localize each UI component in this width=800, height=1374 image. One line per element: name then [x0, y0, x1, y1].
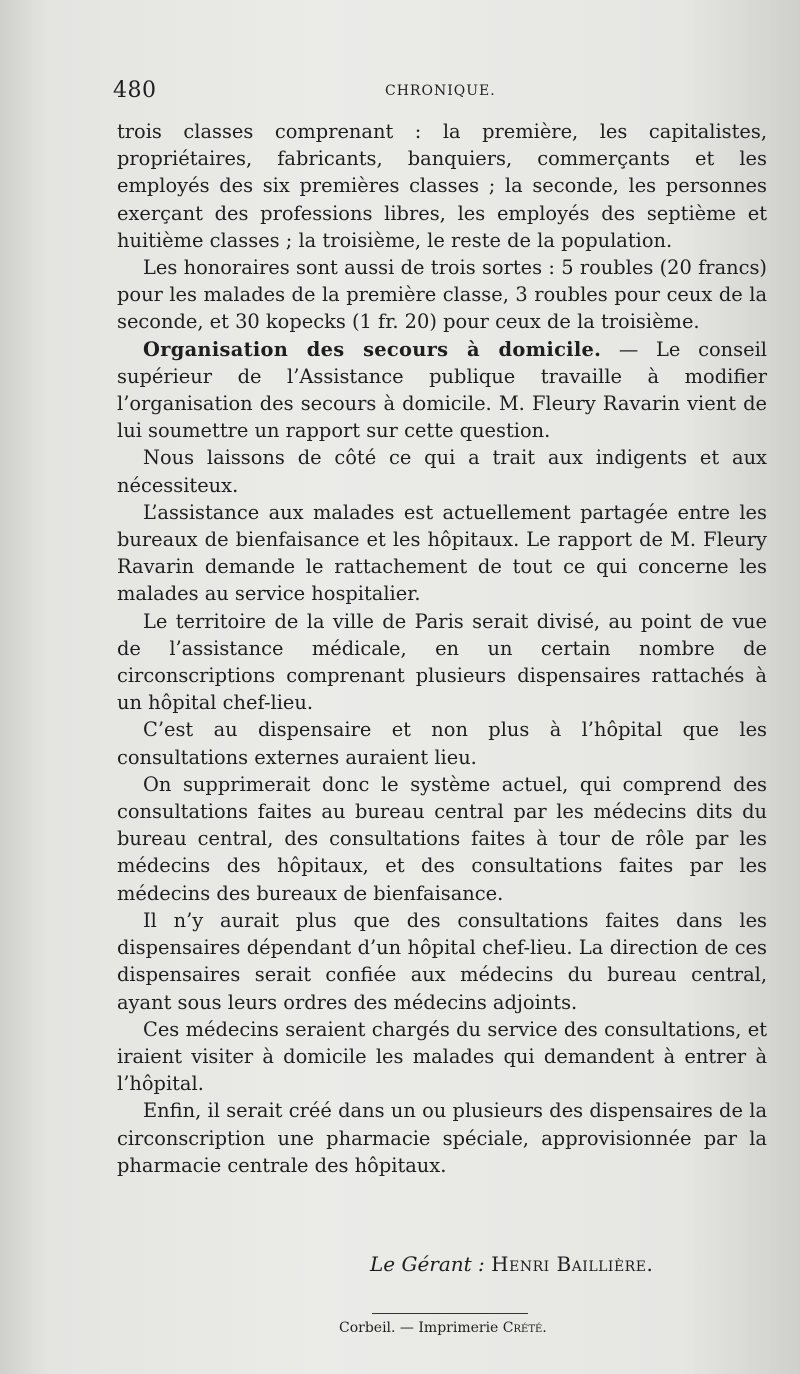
article-body	[117, 118, 767, 1179]
paragraph	[117, 716, 767, 770]
paragraph	[117, 1097, 767, 1179]
paragraph-text: Le territoire de la ville de Paris serait divisé, au point de vue de l’assistance médicale, en un certain nombre de circonscriptions comprenant plusieurs dispensaires rattachés à un hôpital chef-lieu.	[117, 609, 767, 715]
divider	[372, 1313, 528, 1314]
paragraph-text: On supprimerait donc le système actuel, qui comprend des consultations faites au bureau central par les médecins dits du bureau central, des consultations faites à tour de rôle par les médecins des hôpitaux, et des consultations faites par les médecins des bureaux de bienfaisance.	[117, 772, 767, 905]
paragraph-text: C’est au dispensaire et non plus à l’hôpital que les consultations externes auraient lieu.	[117, 718, 767, 769]
running-head	[113, 78, 763, 106]
paragraph	[117, 118, 767, 254]
paragraph	[117, 1016, 767, 1098]
paragraph-text: Nous laissons de côté ce qui a trait aux indigents et aux nécessiteux.	[117, 446, 767, 497]
paragraph	[117, 608, 767, 717]
section-heading: Organisation des secours à domicile.	[143, 337, 602, 361]
printer-place: Corbeil. — Imprimerie	[339, 1320, 499, 1336]
signature-line	[370, 1252, 653, 1276]
paragraph	[117, 771, 767, 907]
signature-label: Le Gérant :	[370, 1252, 485, 1276]
paragraph-text: trois classes comprenant : la première, les capitalistes, propriétaires, fabricants, banquiers, commerçants et les employés des six premières classes ; la seconde, les personnes exerçant des professions libres, les employés des septième et huitième classes ; la troisième, le reste de la population.	[117, 120, 767, 252]
paragraph	[117, 444, 767, 498]
paragraph-text: Les honoraires sont aussi de trois sortes : 5 roubles (20 francs) pour les malades de la première classe, 3 roubles pour ceux de la seconde, et 30 kopecks (1 fr. 20) pour ceux de la troisième.	[117, 256, 767, 334]
running-head-title: CHRONIQUE.	[385, 83, 496, 99]
paragraph-text: L’assistance aux malades est actuellement partagée entre les bureaux de bienfaisance et les hôpitaux. Le rapport de M. Fleury Ravarin demande le rattachement de tout ce qui concerne les malades au service hospitalier.	[117, 500, 767, 606]
paragraph-text: — Le conseil supérieur de l’Assistance publique travaille à modifier l’organisation des secours à domicile. M. Fleury Ravarin vient de lui soumettre un rapport sur cette question.	[117, 337, 767, 443]
printer-name: Crété.	[502, 1320, 547, 1336]
paragraph	[117, 907, 767, 1016]
paragraph-text: Ces médecins seraient chargés du service des consultations, et iraient visiter à domicile les malades qui demandent à entrer à l’hôpital.	[117, 1017, 767, 1096]
printer-imprint	[339, 1320, 547, 1336]
paragraph	[117, 254, 767, 336]
page-number: 480	[113, 78, 157, 103]
signature-name: Henri Baillière.	[491, 1252, 654, 1276]
paragraph-text: Il n’y aurait plus que des consultations faites dans les dispensaires dépendant d’un hôpital chef-lieu. La direction de ces dispensaires serait confiée aux médecins du bureau central, ayant sous leurs ordres des médecins adjoints.	[117, 908, 767, 1014]
paragraph-text: Enfin, il serait créé dans un ou plusieurs des dispensaires de la circonscription une pharmacie spéciale, approvisionnée par la pharmacie centrale des hôpitaux.	[117, 1099, 767, 1177]
paragraph	[117, 336, 767, 445]
paragraph	[117, 499, 767, 608]
